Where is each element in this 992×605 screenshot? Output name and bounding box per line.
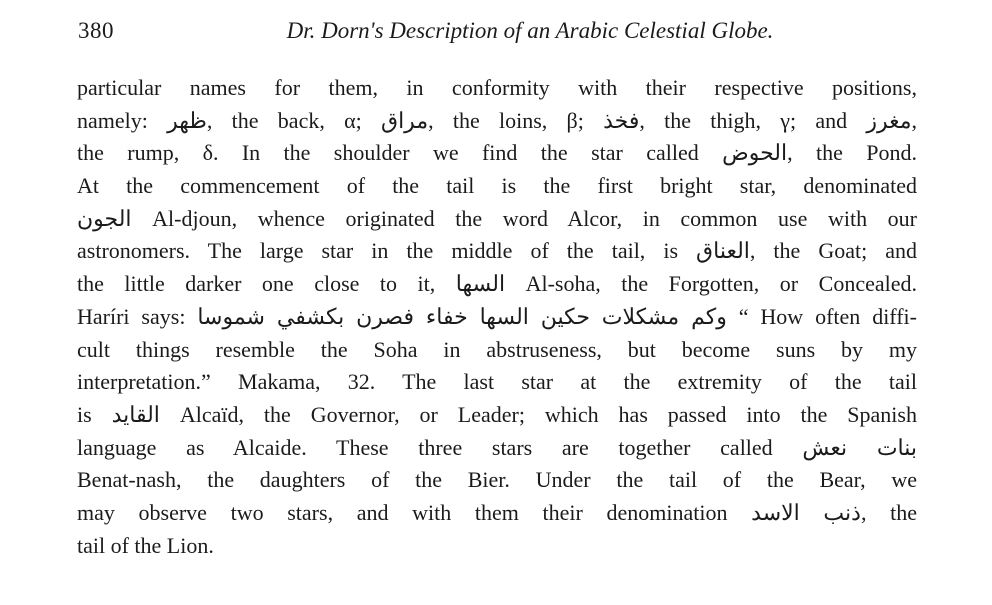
text-line: Benat-nash, the daughters of the Bier. Under the tail of the Bear, we [77, 467, 917, 493]
text-line: language as Alcaide. These three stars are together called بنات نعش [77, 434, 917, 460]
text-line: astronomers. The large star in the middle of the tail, is العناق, the Goat; and [77, 238, 917, 264]
page-number: 380 [78, 18, 114, 43]
text-line: tail of the Lion. [77, 532, 214, 558]
text-line: the rump, δ. In the shoulder we find the star called الحوض, the Pond. [77, 140, 917, 166]
text-line: namely: ظهر, the back, α; مراق, the loins, β; فخذ, the thigh, γ; and مغرز, [77, 107, 918, 133]
text-line: may observe two stars, and with them their denomination ذنب الاسد, the [77, 499, 917, 525]
text-line: At the commencement of the tail is the first bright star, denominated [77, 173, 917, 199]
text-line: cult things resemble the Soha in abstruseness, but become suns by my [77, 336, 917, 362]
text-line: is القايد Alcaïd, the Governor, or Leader; which has passed into the Spanish [77, 401, 917, 427]
text-line: Haríri says: وكم مشكلات حكين السها خفاء فصرن بكشفي شموسا “ How often diffi- [77, 303, 917, 329]
text-line: the little darker one close to it, السها Al-soha, the Forgotten, or Concealed. [77, 271, 917, 297]
text-line: الجون Al-djoun, whence originated the word Alcor, in common use with our [77, 205, 917, 231]
running-title: Dr. Dorn's Description of an Arabic Celestial Globe. [286, 18, 774, 43]
page-header [0, 18, 992, 58]
text-line: particular names for them, in conformity with their respective positions, [77, 75, 917, 100]
text-line: interpretation.” Makama, 32. The last star at the extremity of the tail [77, 369, 917, 395]
body-paragraph [77, 72, 917, 562]
